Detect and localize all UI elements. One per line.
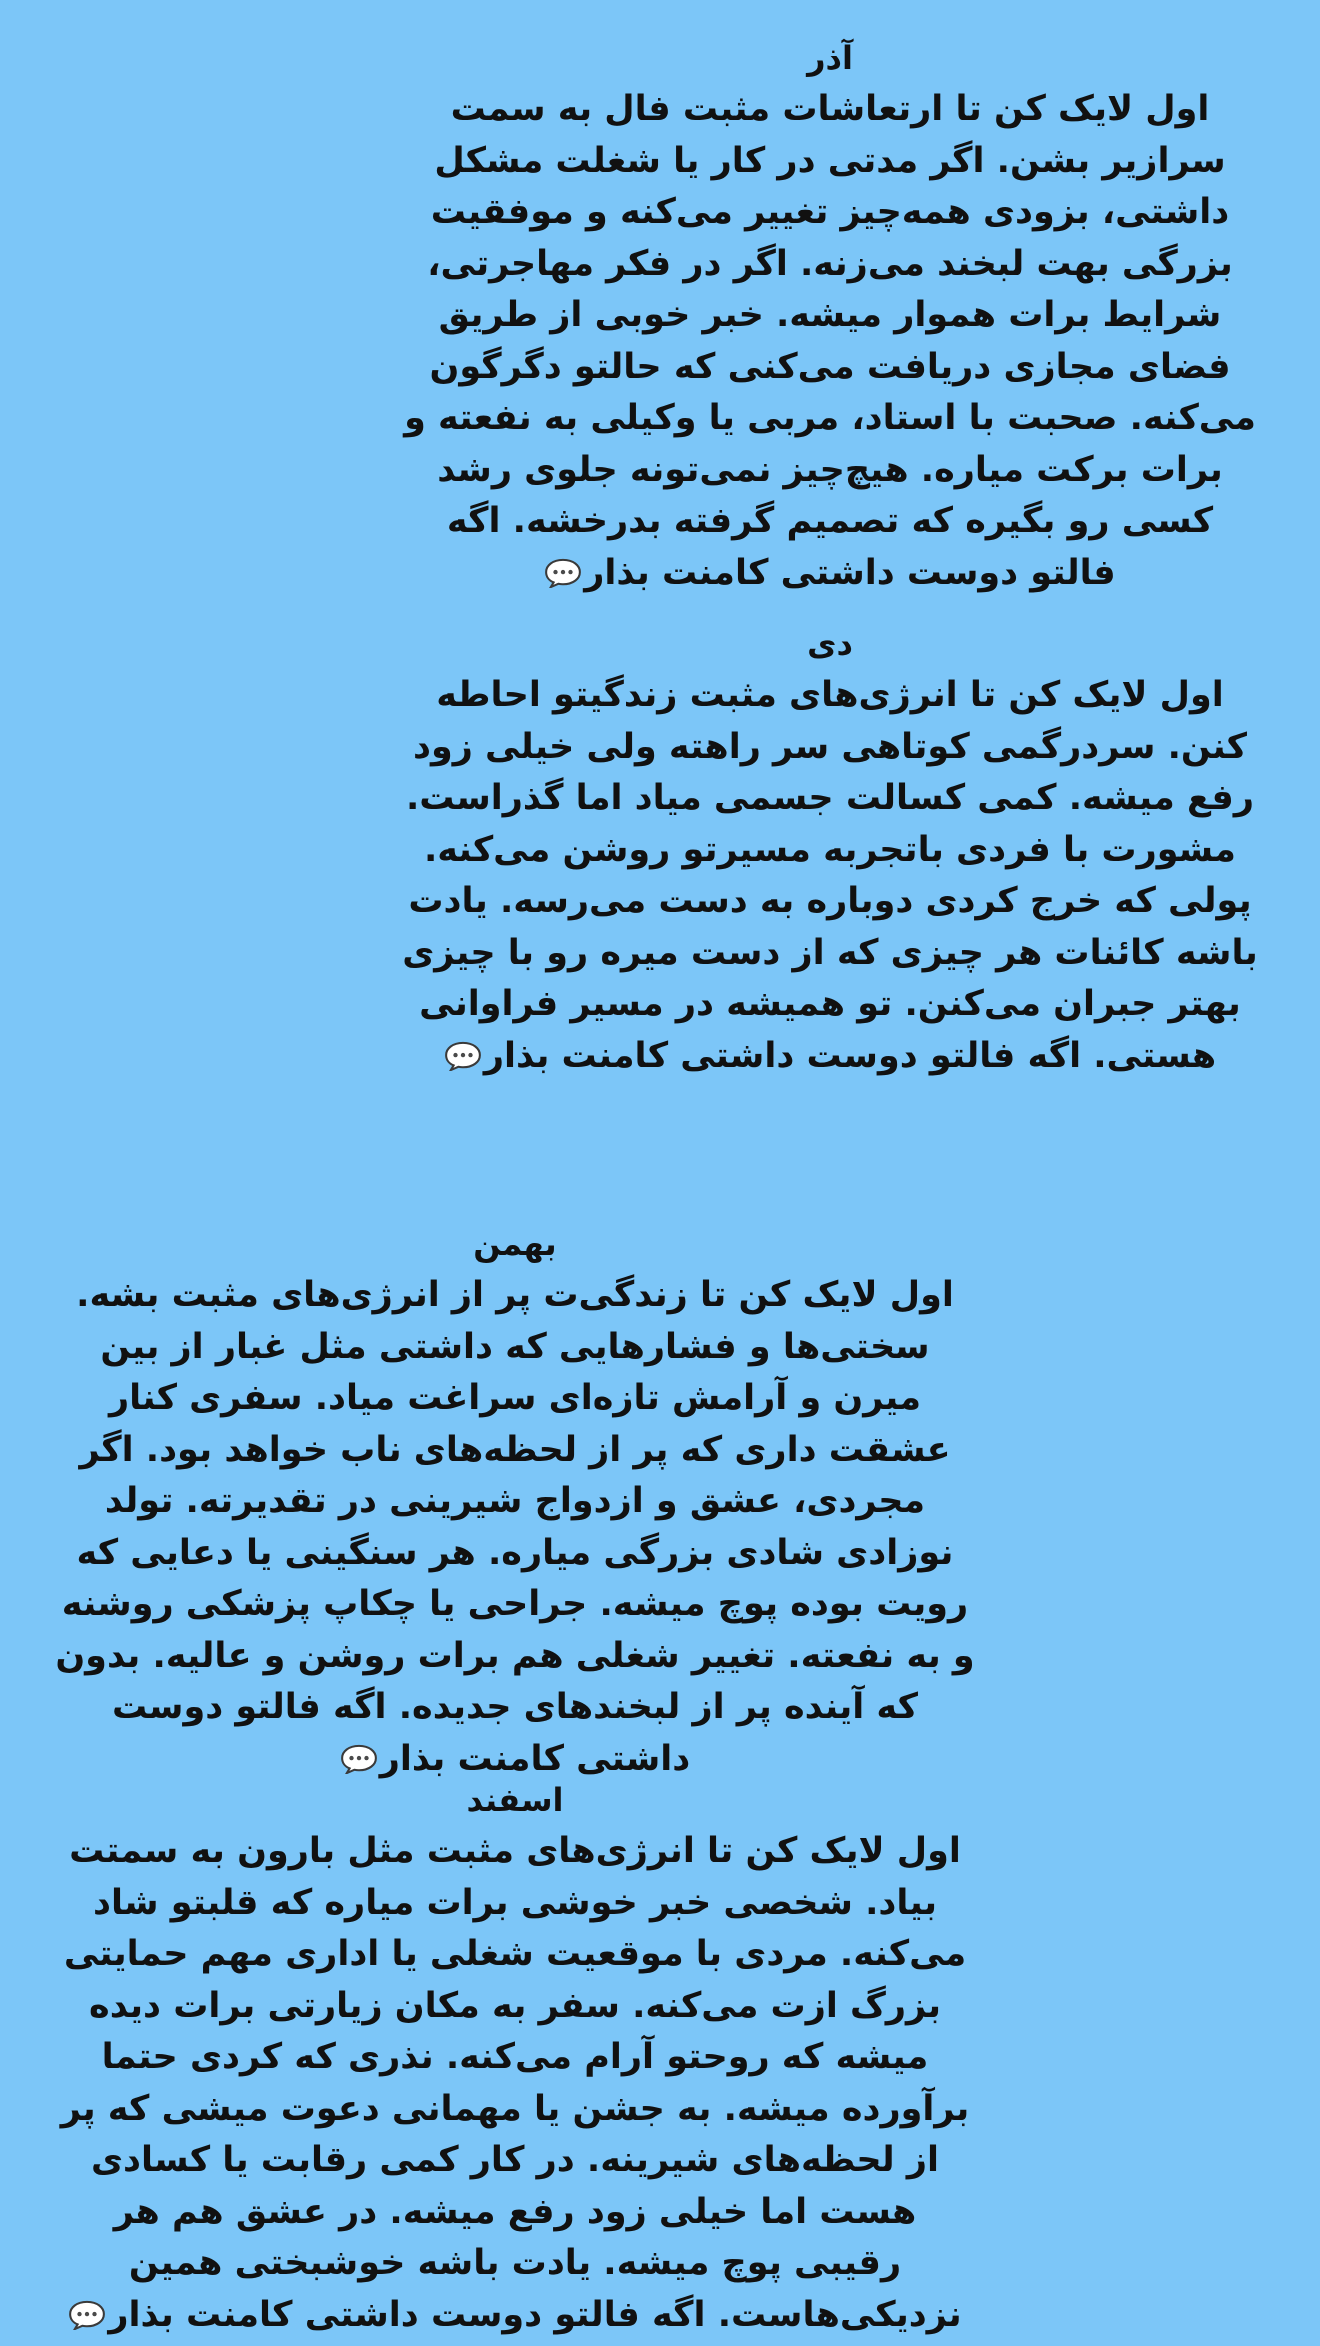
speech-bubble-icon bbox=[340, 1744, 378, 1774]
month-title: دی bbox=[807, 625, 853, 663]
month-title: بهمن bbox=[473, 1225, 557, 1263]
month-section-esfand bbox=[55, 1778, 975, 2341]
speech-bubble-icon bbox=[68, 2300, 106, 2330]
month-fortune-text bbox=[400, 670, 1260, 1082]
fortune-paragraph: اول لایک کن تا ارتعاشات مثبت فال به سمت سرازیر بشن. اگر مدتی در کار یا شغلت مشکل داشتی، بزودی همه‌چیز تغییر می‌کنه و موفقیت بزرگی بهت لبخند می‌زنه. اگر در فکر مهاجرتی، شرایط برات هموار میشه. خبر خوبی از طریق فضای مجازی دریافت می‌کنی که حالتو دگرگون می‌کنه. صحبت با استاد، مربی یا وکیلی به نفعته و برات برکت میاره. هیچ‌چیز نمی‌تونه جلوی رشد کسی رو بگیره که تصمیم گرفته بدرخشه. اگه فالتو دوست داشتی کامنت بذار bbox=[404, 89, 1256, 593]
month-section-azar bbox=[400, 36, 1260, 599]
month-title: آذر bbox=[807, 39, 853, 77]
speech-bubble-icon bbox=[444, 1041, 482, 1071]
month-fortune-text bbox=[400, 84, 1260, 599]
month-section-bahman bbox=[55, 1222, 975, 1785]
month-fortune-text bbox=[55, 1270, 975, 1785]
month-section-dey bbox=[400, 622, 1260, 1082]
fortune-paragraph: اول لایک کن تا انرژی‌های مثبت زندگیتو احاطه کنن. سردرگمی کوتاهی سر راهته ولی خیلی زود رفع میشه. کمی کسالت جسمی میاد اما گذراست. مشورت با فردی باتجربه مسیرتو روشن می‌کنه. پولی که خرج کردی دوباره به دست می‌رسه. یادت باشه کائنات هر چیزی که از دست میره رو با چیزی بهتر جبران می‌کنن. تو همیشه در مسیر فراوانی هستی. اگه فالتو دوست داشتی کامنت بذار bbox=[402, 675, 1258, 1076]
speech-bubble-icon bbox=[544, 558, 582, 588]
month-title: اسفند bbox=[466, 1781, 564, 1819]
fortune-paragraph: اول لایک کن تا انرژی‌های مثبت مثل بارون به سمتت بیاد. شخصی خبر خوشی برات میاره که قلبتو شاد می‌کنه. مردی با موقعیت شغلی یا اداری مهم حمایتی بزرگ ازت می‌کنه. سفر به مکان زیارتی برات دیده میشه که روحتو آرام می‌کنه. نذری که کردی حتما برآورده میشه. به جشن یا مهمانی دعوت میشی که پر از لحظه‌های شیرینه. در کار کمی رقابت یا کسادی هست اما خیلی زود رفع میشه. در عشق هم هر رقیبی پوچ میشه. یادت باشه خوشبختی همین نزدیکی‌هاست. اگه فالتو دوست داشتی کامنت بذار bbox=[60, 1831, 970, 2335]
fortune-paragraph: اول لایک کن تا زندگی‌ت پر از انرژی‌های مثبت بشه. سختی‌ها و فشارهایی که داشتی مثل غبار از بین میرن و آرامش تازه‌ای سراغت میاد. سفری کنار عشقت داری که پر از لحظه‌های ناب خواهد بود. اگر مجردی، عشق و ازدواج شیرینی در تقدیرته. تولد نوزادی شادی بزرگی میاره. هر سنگینی یا دعایی که رویت بوده پوچ میشه. جراحی یا چکاپ پزشکی روشنه و به نفعته. تغییر شغلی هم برات روشن و عالیه. بدون که آینده پر از لبخندهای جدیده. اگه فالتو دوست داشتی کامنت بذار bbox=[55, 1275, 975, 1779]
month-fortune-text bbox=[55, 1826, 975, 2341]
